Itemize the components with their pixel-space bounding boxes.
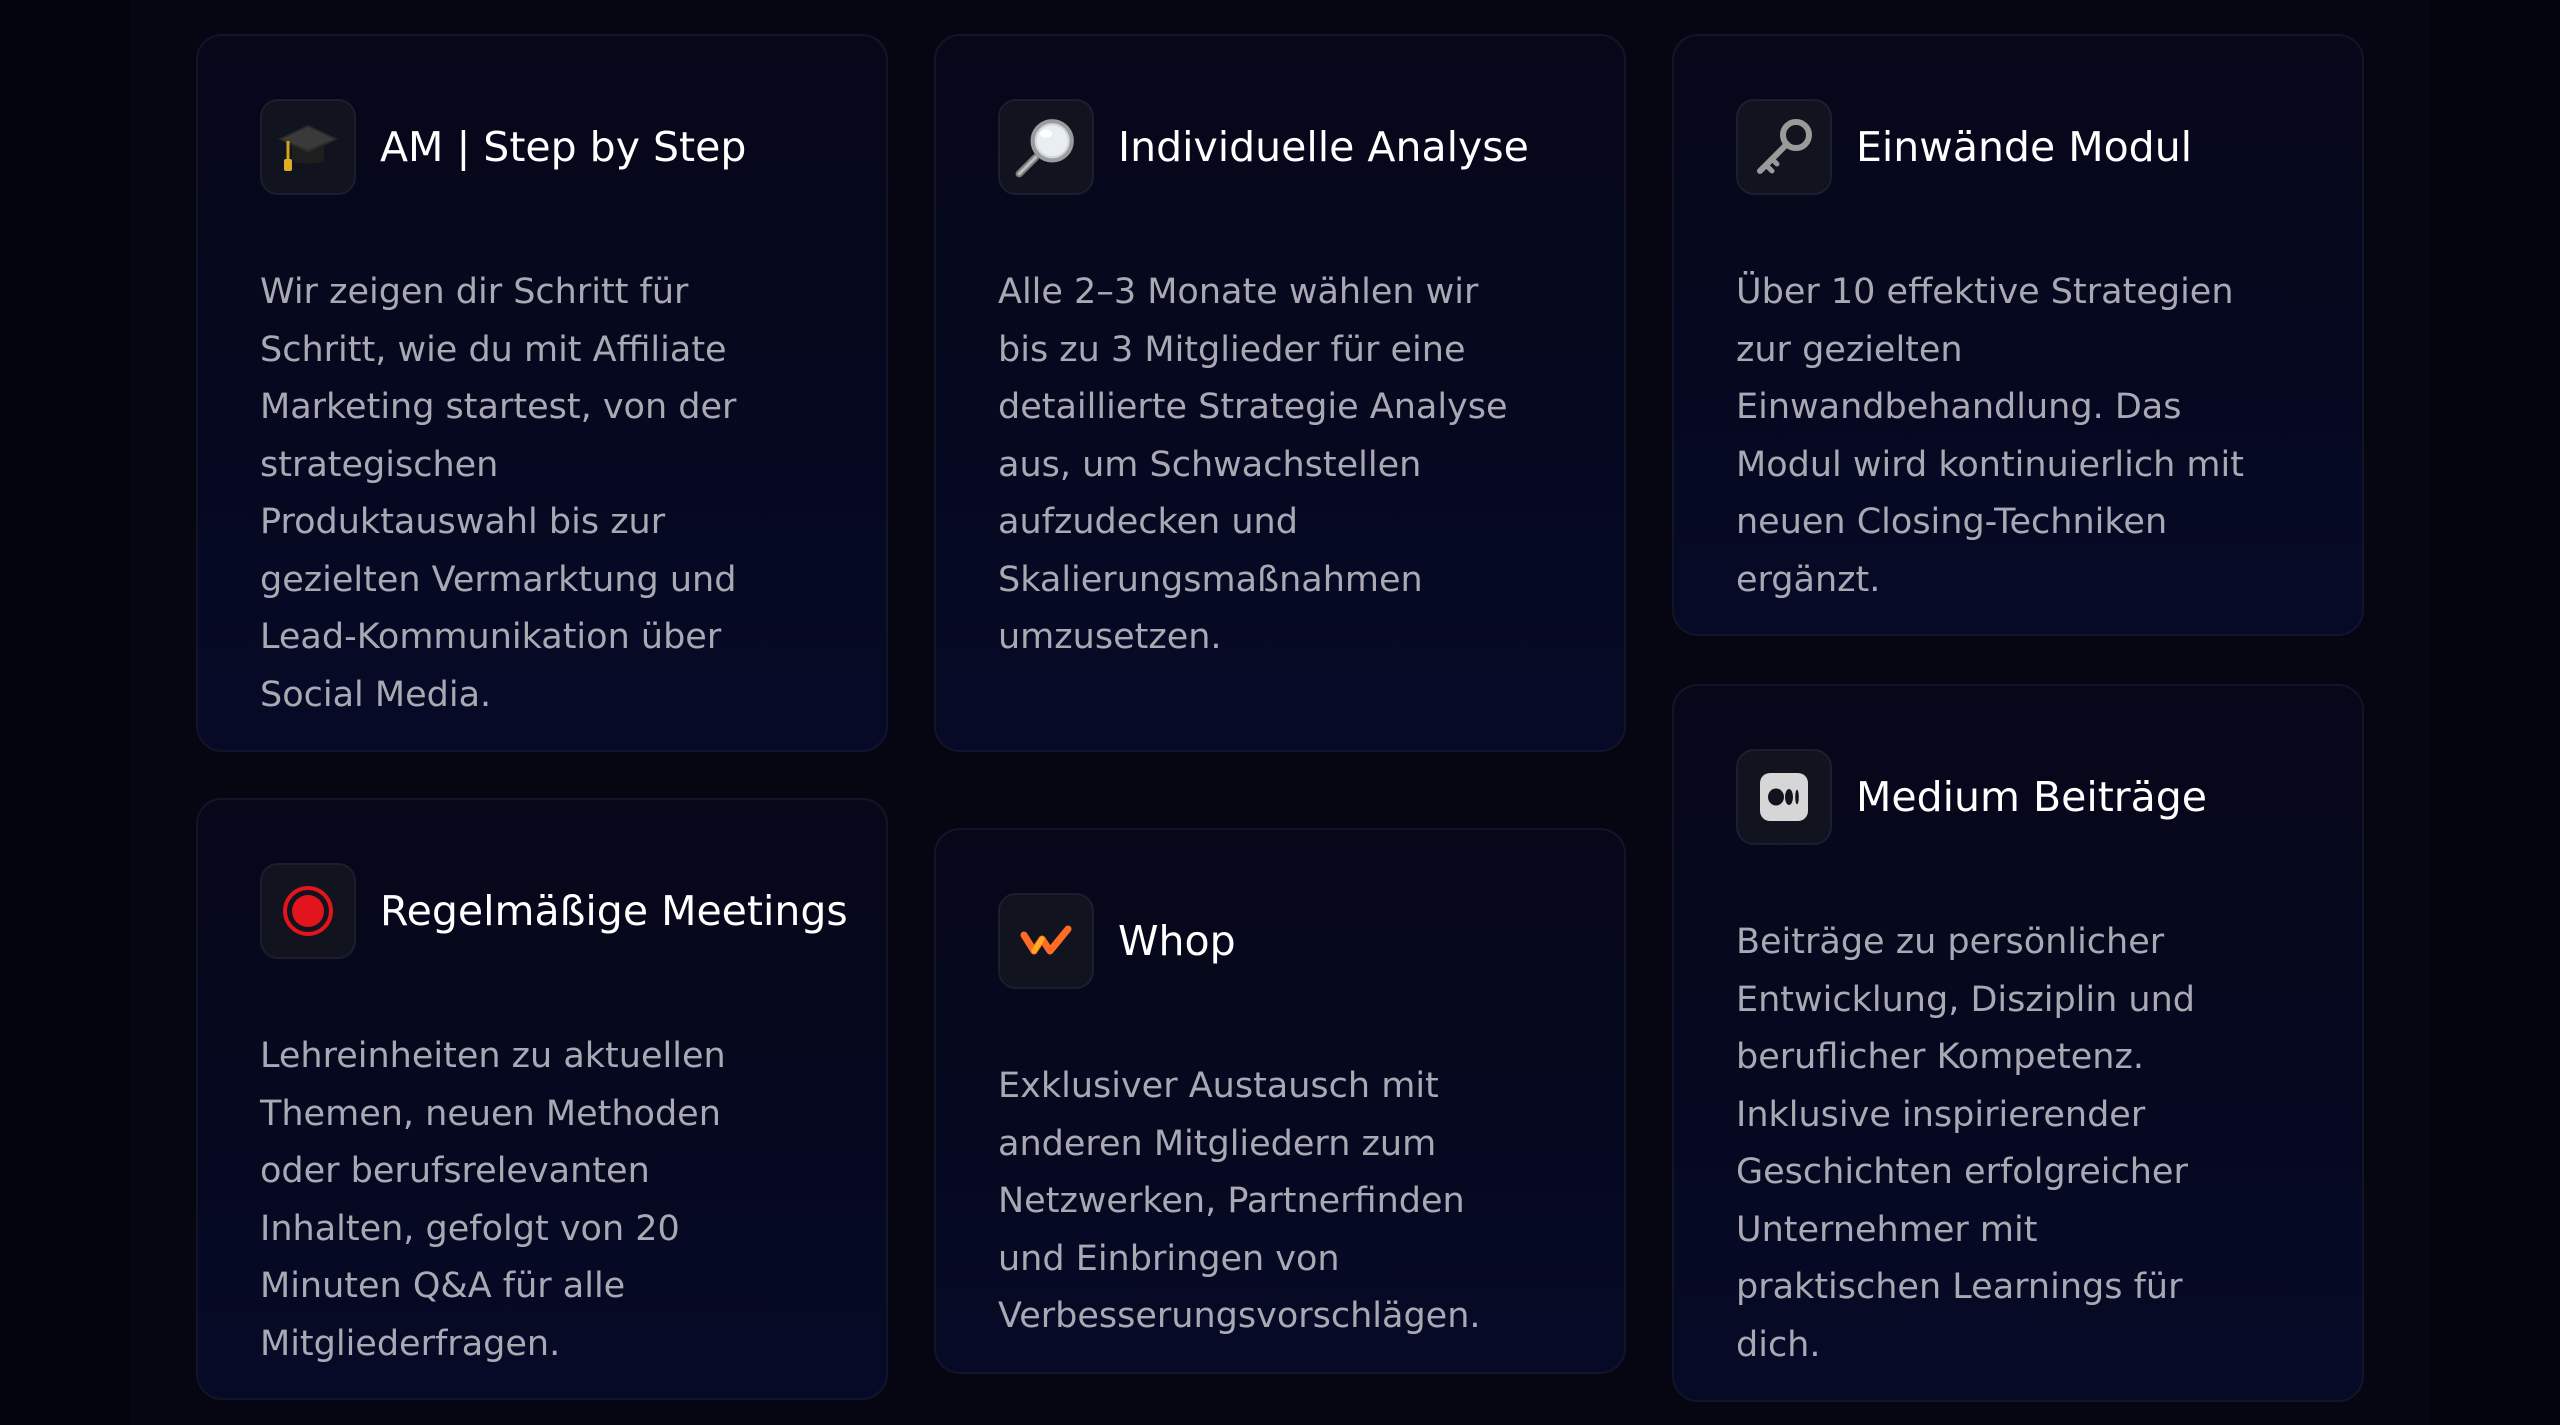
card-description: Alle 2–3 Monate wählen wir bis zu 3 Mitglieder für eine detaillierte Strategie Analyse aus, um Schwachstellen aufzudecken und Skalierungsmaßnahmen umzusetzen.: [998, 272, 1508, 657]
card-header: [998, 98, 1529, 196]
feature-card-analyse: [934, 34, 1626, 752]
card-header: [1736, 748, 2207, 846]
card-description: Lehreinheiten zu aktuellen Themen, neuen Methoden oder berufsrelevanten Inhalten, gefolgt von 20 Minuten Q&A für alle Mitgliederfragen.: [260, 1036, 726, 1364]
icon-container: [998, 99, 1094, 195]
feature-card-whop: [934, 828, 1626, 1374]
features-section: [130, 0, 2430, 1425]
card-description: Exklusiver Austausch mit anderen Mitgliedern zum Netzwerken, Partnerfinden und Einbringen von Verbesserungsvorschlägen.: [998, 1066, 1481, 1336]
feature-card-medium: [1672, 684, 2364, 1402]
icon-container: [998, 893, 1094, 989]
card-header: [1736, 98, 2192, 196]
card-title: Individuelle Analyse: [1118, 123, 1529, 171]
card-description: Beiträge zu persönlicher Entwicklung, Disziplin und beruflicher Kompetenz. Inklusive inspirierender Geschichten erfolgreicher Unternehmer mit praktischen Learnings für dich.: [1736, 922, 2195, 1365]
card-header: [998, 892, 1236, 990]
feature-card-meetings: [196, 798, 888, 1400]
graduation-cap-icon: [276, 115, 340, 179]
card-title: Medium Beiträge: [1856, 773, 2208, 821]
card-header: [260, 98, 746, 196]
card-title: Whop: [1118, 917, 1236, 965]
medium-logo-icon: [1758, 771, 1810, 823]
whop-logo-icon: [1020, 923, 1072, 959]
red-record-icon: [282, 885, 334, 937]
card-header: [260, 862, 848, 960]
magnifying-glass-icon: [1013, 114, 1079, 180]
icon-container: [1736, 749, 1832, 845]
feature-card-einwaende: [1672, 34, 2364, 636]
card-title: Regelmäßige Meetings: [380, 887, 848, 935]
icon-container: [260, 99, 356, 195]
key-icon: [1752, 115, 1816, 179]
card-title: AM | Step by Step: [380, 123, 747, 171]
card-title: Einwände Modul: [1856, 123, 2193, 171]
card-description: Wir zeigen dir Schritt für Schritt, wie du mit Affiliate Marketing startest, von der strategischen Produktauswahl bis zur gezielten Vermarktung und Lead-Kommunikation über Social Media.: [260, 272, 737, 715]
icon-container: [260, 863, 356, 959]
icon-container: [1736, 99, 1832, 195]
card-description: Über 10 effektive Strategien zur gezielten Einwandbehandlung. Das Modul wird kontinuierlich mit neuen Closing-Techniken ergänzt.: [1736, 272, 2244, 600]
feature-card-step-by-step: [196, 34, 888, 752]
